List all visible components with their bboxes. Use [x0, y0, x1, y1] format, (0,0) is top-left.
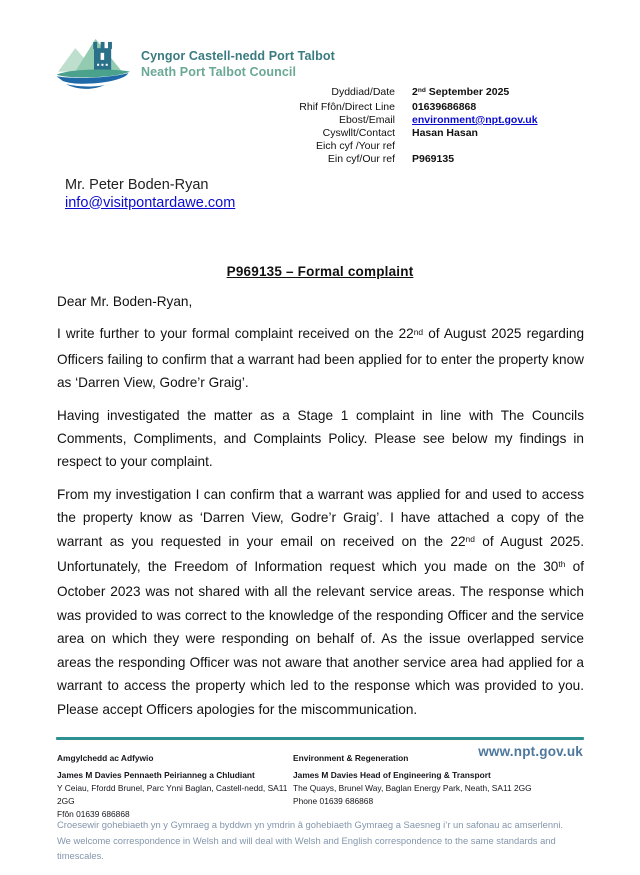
bilingual-english: We welcome correspondence in Welsh and will deal with Welsh and English correspondence to the same standards and timescales.: [57, 834, 556, 861]
footer-address-welsh: Y Ceiau, Ffordd Brunel, Parc Ynni Baglan, Castell-nedd, SA11 2GG: [57, 783, 288, 806]
contact-value: 01639686868: [412, 100, 477, 113]
footer-head-welsh: James M Davies Pennaeth Peirianneg a Chludiant: [57, 770, 255, 780]
council-name-english: Neath Port Talbot Council: [141, 65, 297, 79]
body-paragraphs: [57, 322, 584, 721]
contact-value: P969135: [412, 152, 455, 165]
contact-label: Cyswllt/Contact: [322, 126, 395, 139]
contact-value: [412, 140, 590, 153]
contact-label: Rhif Ffôn/Direct Line: [299, 100, 395, 113]
body-paragraph: Having investigated the matter as a Stage 1 complaint in line with The Councils Comments, Compliments, and Complaints Policy. Please see below my findings in respect to your complaint.: [57, 407, 584, 470]
footer-dept-english: Environment & Regeneration: [293, 753, 409, 763]
letter-body: [57, 290, 584, 721]
footer-phone-welsh: Ffôn 01639 686868: [57, 809, 130, 819]
contact-value: Hasan Hasan: [412, 126, 478, 139]
body-paragraph: I write further to your formal complaint received on the 22nd of August 2025 regarding Officers failing to confirm that a warrant had been applied for to enter the property know as ‘Darren View, Godre’r Graig’.: [57, 326, 584, 391]
footer-english-column: [293, 752, 545, 808]
contact-value: 2nd September 2025: [412, 86, 510, 98]
bilingual-welsh: Croesewir gohebiaeth yn y Gymraeg a byddwn yn ymdrin â gohebiaeth Gymraeg a Saesneg i’r un safonau ac amserlenni.: [57, 819, 564, 830]
footer-address-english: The Quays, Brunel Way, Baglan Energy Park, Neath, SA11 2GG: [293, 783, 532, 793]
contact-label: Dyddiad/Date: [331, 86, 395, 98]
contact-rows: [240, 86, 590, 165]
council-logo-icon: [55, 31, 133, 95]
body-paragraph: From my investigation I can confirm that a warrant was applied for and used to access the property know as ‘Darren View, Godre’r Graig’. I have attached a copy of the warrant as you requested in your email on received on the 22nd of August 2025. Unfortunately, the Freedom of Information request which you made on the 30th of October 2023 was not shared with all the relevant service areas. The response which was provided to was correct to the knowledge of the responding Officer and the service area on which they were responding on behalf of. As the issue overlapped service areas the responding Officer was not aware that another service area had applied for a warrant to access the property which led to the response which was provided to you. Please accept Officers apologies for the miscommunication.: [57, 486, 584, 717]
bilingual-notice: [57, 817, 587, 864]
recipient-email-link[interactable]: info@visitpontardawe.com: [65, 194, 236, 211]
footer-dept-welsh: Amgylchedd ac Adfywio: [57, 753, 154, 763]
salutation: Dear Mr. Boden-Ryan,: [57, 294, 193, 309]
subject-line: P969135 – Formal complaint: [226, 264, 414, 279]
website-link[interactable]: www.npt.gov.uk: [478, 744, 583, 759]
footer-phone-english: Phone 01639 686868: [293, 796, 374, 806]
footer-head-english: James M Davies Head of Engineering & Transport: [293, 770, 491, 780]
contact-email-link[interactable]: environment@npt.gov.uk: [412, 113, 538, 126]
contact-label: Ein cyf/Our ref: [327, 152, 395, 165]
contact-label: Eich cyf /Your ref: [316, 139, 395, 152]
recipient-name: Mr. Peter Boden-Ryan: [65, 177, 209, 193]
recipient-block: [65, 177, 235, 212]
contact-label: Ebost/Email: [338, 113, 395, 126]
footer-welsh-column: [57, 752, 289, 821]
footer-rule: [56, 737, 584, 740]
council-name-welsh: Cyngor Castell-nedd Port Talbot: [141, 49, 335, 63]
subject-row: [0, 263, 640, 281]
